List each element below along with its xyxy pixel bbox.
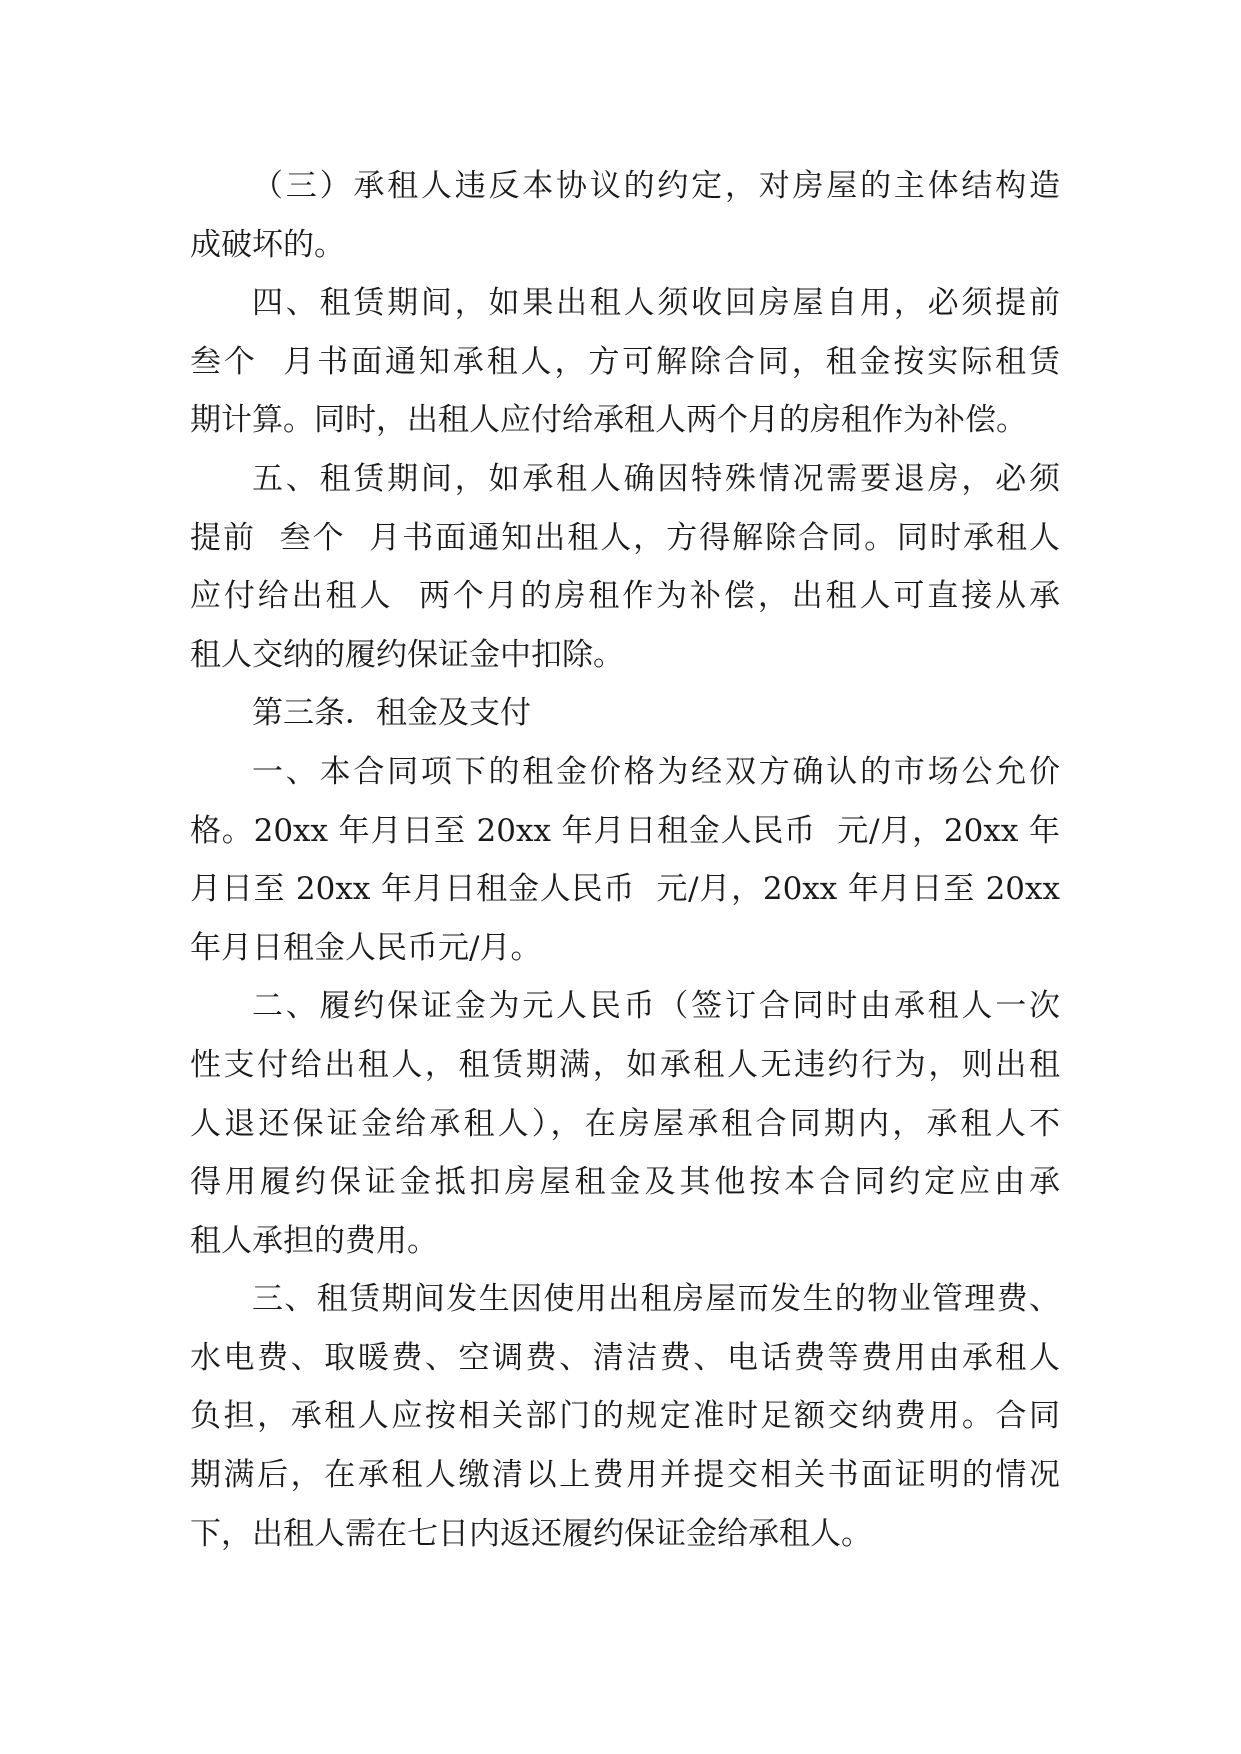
text-line: 负担，承租人应按相关部门的规定准时足额交纳费用。合同	[190, 1398, 1060, 1435]
paragraph-item-5-tenant-early-exit	[190, 450, 1060, 684]
text-line: 叁个 月书面通知承租人，方可解除合同，租金按实际租赁	[190, 343, 1060, 380]
document-body	[190, 157, 1060, 1563]
text-line: 期满后，在承租人缴清以上费用并提交相关书面证明的情况	[190, 1457, 1060, 1494]
text-line: 应付给出租人 两个月的房租作为补偿，出租人可直接从承	[190, 578, 1060, 615]
paragraph-clause-3-breach	[190, 157, 1060, 274]
text-line: 成破坏的。	[190, 226, 345, 263]
paragraph-utility-fees	[190, 1270, 1060, 1563]
text-line: 四、租赁期间，如果出租人须收回房屋自用，必须提前	[252, 285, 1060, 322]
text-line: 期计算。同时，出租人应付给承租人两个月的房租作为补偿。	[190, 402, 1027, 439]
paragraph-rent-price	[190, 743, 1060, 977]
text-line: 水电费、取暖费、空调费、清洁费、电话费等费用由承租人	[190, 1339, 1060, 1376]
text-line: 性支付给出租人，租赁期满，如承租人无违约行为，则出租	[190, 1046, 1060, 1083]
text-line: 得用履约保证金抵扣房屋租金及其他按本合同约定应由承	[190, 1164, 1060, 1201]
section-heading: 第三条．租金及支付	[252, 695, 531, 732]
section-heading-article-3	[190, 684, 1060, 743]
text-line: 三、租赁期间发生因使用出租房屋而发生的物业管理费、	[252, 1281, 1060, 1318]
paragraph-item-4-landlord-reclaim	[190, 274, 1060, 450]
text-line: 提前 叁个 月书面通知出租人，方得解除合同。同时承租人	[190, 519, 1060, 556]
text-line: 月日至 20xx 年月日租金人民币 元/月，20xx 年月日至 20xx	[190, 871, 1060, 908]
text-line: 人退还保证金给承租人），在房屋承租合同期内，承租人不	[190, 1105, 1060, 1142]
text-line: 租人承担的费用。	[190, 1222, 438, 1259]
text-line: 一、本合同项下的租金价格为经双方确认的市场公允价	[252, 753, 1060, 790]
text-line: 下，出租人需在七日内返还履约保证金给承租人。	[190, 1515, 872, 1552]
text-line: 租人交纳的履约保证金中扣除。	[190, 636, 624, 673]
text-line: 五、租赁期间，如承租人确因特殊情况需要退房，必须	[252, 460, 1060, 497]
text-line: 格。20xx 年月日至 20xx 年月日租金人民币 元/月，20xx 年	[190, 812, 1060, 849]
text-line: 年月日租金人民币元/月。	[190, 929, 542, 966]
text-line: （三）承租人违反本协议的约定，对房屋的主体结构造	[252, 168, 1060, 204]
text-line: 二、履约保证金为元人民币（签订合同时由承租人一次	[252, 988, 1060, 1025]
paragraph-security-deposit	[190, 977, 1060, 1270]
